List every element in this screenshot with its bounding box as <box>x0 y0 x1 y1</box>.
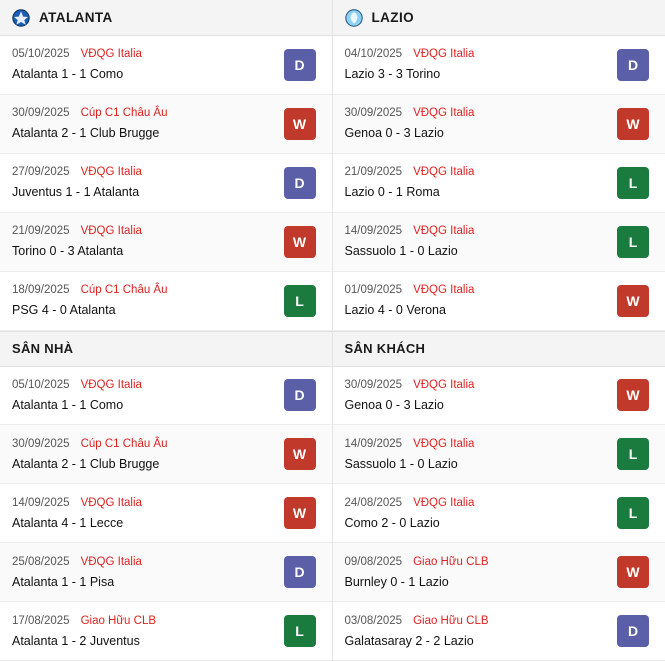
result-badge: W <box>617 108 649 140</box>
away-team-column <box>333 0 665 661</box>
match-date: 30/09/2025 <box>344 107 403 120</box>
result-badge: D <box>284 556 316 588</box>
home-team-name: ATALANTA <box>39 10 113 25</box>
away-team-header <box>333 0 665 36</box>
result-badge: D <box>284 379 316 411</box>
match-row[interactable] <box>0 543 332 602</box>
match-competition: Cúp C1 Châu Âu <box>80 437 168 450</box>
match-info <box>345 379 475 412</box>
match-meta <box>345 48 475 60</box>
match-date: 14/09/2025 <box>344 437 403 450</box>
result-badge: D <box>284 167 316 199</box>
atalanta-crest-icon <box>12 9 30 27</box>
match-date: 30/09/2025 <box>12 437 70 450</box>
result-badge: D <box>617 49 649 81</box>
match-info <box>12 48 142 81</box>
match-info <box>345 615 489 648</box>
match-score: Galatasaray 2 - 2 Lazio <box>344 633 474 648</box>
match-meta <box>345 497 475 509</box>
match-info <box>345 497 475 530</box>
result-badge: W <box>284 108 316 140</box>
match-score: Juventus 1 - 1 Atalanta <box>12 185 140 200</box>
match-info <box>12 438 168 471</box>
match-meta <box>345 284 475 296</box>
match-competition: VĐQG Italia <box>80 496 142 509</box>
match-meta <box>12 497 142 509</box>
match-row[interactable] <box>0 213 332 272</box>
lazio-crest-icon <box>345 9 363 27</box>
match-date: 17/08/2025 <box>12 614 70 627</box>
match-meta <box>345 225 475 237</box>
match-meta <box>345 438 475 450</box>
match-row[interactable] <box>333 367 665 426</box>
match-meta <box>12 107 168 119</box>
match-meta <box>12 556 142 568</box>
match-row[interactable] <box>0 95 332 154</box>
match-competition: VĐQG Italia <box>413 284 475 297</box>
match-date: 09/08/2025 <box>344 555 403 568</box>
match-competition: VĐQG Italia <box>413 166 475 179</box>
match-meta <box>345 556 489 568</box>
match-date: 05/10/2025 <box>12 378 70 391</box>
match-row[interactable] <box>333 272 665 331</box>
match-score: Atalanta 1 - 1 Como <box>12 67 124 82</box>
match-competition: VĐQG Italia <box>413 107 475 120</box>
result-badge: L <box>284 285 316 317</box>
match-date: 01/09/2025 <box>344 284 403 297</box>
match-score: PSG 4 - 0 Atalanta <box>12 303 116 318</box>
match-meta <box>345 615 489 627</box>
match-competition: VĐQG Italia <box>80 378 142 391</box>
match-competition: VĐQG Italia <box>413 437 475 450</box>
match-date: 03/08/2025 <box>344 614 403 627</box>
match-row[interactable] <box>333 36 665 95</box>
match-score: Lazio 0 - 1 Roma <box>344 185 440 200</box>
match-info <box>12 615 156 648</box>
match-info <box>345 225 475 258</box>
result-badge: W <box>284 438 316 470</box>
match-row[interactable] <box>0 272 332 331</box>
match-competition: VĐQG Italia <box>80 166 142 179</box>
match-info <box>345 438 475 471</box>
match-meta <box>12 615 156 627</box>
match-row[interactable] <box>0 367 332 426</box>
match-info <box>12 284 168 317</box>
match-info <box>345 166 475 199</box>
result-badge: W <box>617 285 649 317</box>
match-score: Atalanta 4 - 1 Lecce <box>12 515 124 530</box>
match-competition: VĐQG Italia <box>80 48 142 61</box>
match-row[interactable] <box>333 425 665 484</box>
match-score: Atalanta 1 - 2 Juventus <box>12 633 140 648</box>
match-competition: VĐQG Italia <box>80 555 142 568</box>
match-date: 14/09/2025 <box>12 496 70 509</box>
match-date: 30/09/2025 <box>12 107 70 120</box>
match-date: 21/09/2025 <box>344 166 403 179</box>
match-info <box>12 556 142 589</box>
match-score: Atalanta 2 - 1 Club Brugge <box>12 456 160 471</box>
match-info <box>345 48 475 81</box>
match-competition: Giao Hữu CLB <box>413 555 489 568</box>
match-date: 27/09/2025 <box>12 166 70 179</box>
match-competition: Giao Hữu CLB <box>80 614 157 627</box>
match-competition: VĐQG Italia <box>413 48 475 61</box>
match-date: 21/09/2025 <box>12 225 70 238</box>
match-score: Sassuolo 1 - 0 Lazio <box>344 244 458 259</box>
match-competition: Cúp C1 Châu Âu <box>80 284 168 297</box>
match-row[interactable] <box>0 154 332 213</box>
result-badge: L <box>617 167 649 199</box>
match-info <box>12 379 142 412</box>
match-competition: Cúp C1 Châu Âu <box>80 107 168 120</box>
result-badge: L <box>617 226 649 258</box>
match-info <box>12 107 168 140</box>
match-competition: Giao Hữu CLB <box>413 614 489 627</box>
match-score: Genoa 0 - 3 Lazio <box>344 397 444 412</box>
match-meta <box>345 379 475 391</box>
match-competition: VĐQG Italia <box>413 496 475 509</box>
match-row[interactable] <box>0 36 332 95</box>
match-info <box>345 107 475 140</box>
match-date: 30/09/2025 <box>344 378 403 391</box>
result-badge: L <box>617 497 649 529</box>
match-score: Atalanta 1 - 1 Pisa <box>12 574 115 589</box>
match-row[interactable] <box>333 95 665 154</box>
match-competition: VĐQG Italia <box>413 378 475 391</box>
match-competition: VĐQG Italia <box>80 225 142 238</box>
result-badge: D <box>617 615 649 647</box>
match-date: 05/10/2025 <box>12 48 70 61</box>
match-row[interactable] <box>0 425 332 484</box>
match-score: Sassuolo 1 - 0 Lazio <box>344 456 458 471</box>
result-badge: W <box>284 226 316 258</box>
match-row[interactable] <box>333 602 665 661</box>
match-meta <box>12 438 168 450</box>
match-row[interactable] <box>0 484 332 543</box>
match-date: 24/08/2025 <box>344 496 403 509</box>
match-competition: VĐQG Italia <box>413 225 475 238</box>
away-team-name: LAZIO <box>371 10 414 25</box>
match-score: Como 2 - 0 Lazio <box>344 515 440 530</box>
match-meta <box>12 225 142 237</box>
match-score: Atalanta 1 - 1 Como <box>12 397 124 412</box>
match-meta <box>12 48 142 60</box>
away-section-title: SÂN KHÁCH <box>333 331 665 367</box>
result-badge: L <box>284 615 316 647</box>
result-badge: L <box>617 438 649 470</box>
match-info <box>345 284 475 317</box>
result-badge: W <box>284 497 316 529</box>
match-meta <box>12 379 142 391</box>
match-meta <box>345 166 475 178</box>
match-row[interactable] <box>333 213 665 272</box>
match-score: Lazio 3 - 3 Torino <box>344 67 441 82</box>
match-score: Genoa 0 - 3 Lazio <box>344 126 444 141</box>
result-badge: W <box>617 379 649 411</box>
match-row[interactable] <box>0 602 332 661</box>
match-row[interactable] <box>333 484 665 543</box>
match-date: 18/09/2025 <box>12 284 70 297</box>
match-info <box>12 225 142 258</box>
match-score: Burnley 0 - 1 Lazio <box>344 574 449 589</box>
match-info <box>345 556 489 589</box>
match-date: 04/10/2025 <box>344 48 403 61</box>
match-row[interactable] <box>333 543 665 602</box>
match-date: 25/08/2025 <box>12 555 70 568</box>
match-info <box>12 497 142 530</box>
result-badge: D <box>284 49 316 81</box>
home-team-header <box>0 0 332 36</box>
match-meta <box>12 284 168 296</box>
match-score: Torino 0 - 3 Atalanta <box>12 244 124 259</box>
match-meta <box>12 166 142 178</box>
match-info <box>12 166 142 199</box>
match-meta <box>345 107 475 119</box>
home-section-title: SÂN NHÀ <box>0 331 332 367</box>
match-score: Lazio 4 - 0 Verona <box>344 303 446 318</box>
match-row[interactable] <box>333 154 665 213</box>
result-badge: W <box>617 556 649 588</box>
match-date: 14/09/2025 <box>344 225 403 238</box>
match-score: Atalanta 2 - 1 Club Brugge <box>12 126 160 141</box>
